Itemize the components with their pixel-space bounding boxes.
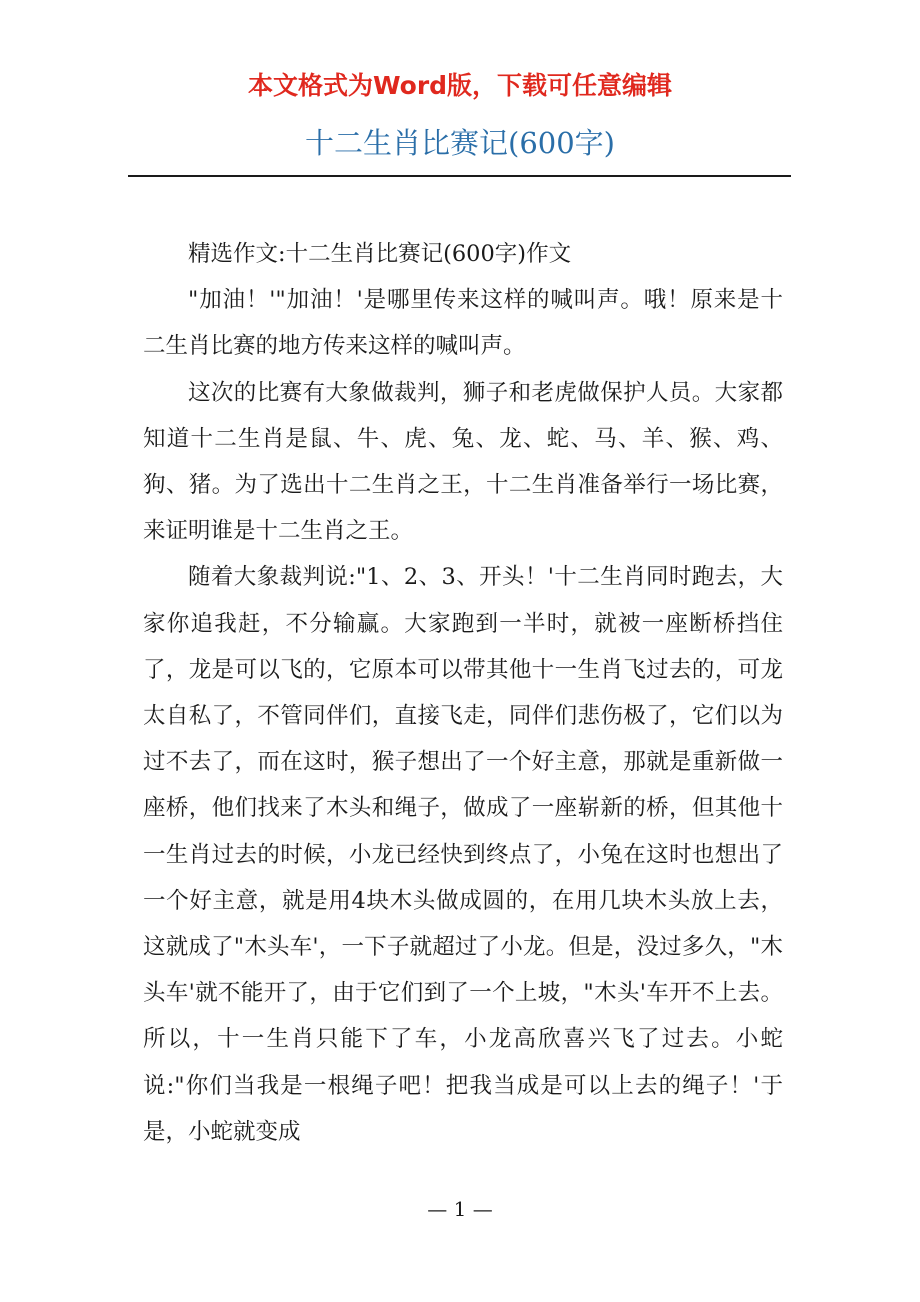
title-divider <box>128 175 791 177</box>
article-body <box>143 231 783 1155</box>
paragraph-setup: 这次的比赛有大象做裁判，狮子和老虎做保护人员。大家都知道十二生肖是鼠、牛、虎、兔、龙、蛇、马、羊、猴、鸡、狗、猪。为了选出十二生肖之王，十二生肖准备举行一场比赛，来证明谁是十二生肖之王。 <box>143 379 783 545</box>
format-notice-banner: 本文格式为Word版，下载可任意编辑 <box>247 71 673 100</box>
paragraph-intro: 精选作文:十二生肖比赛记(600字)作文 <box>188 241 572 267</box>
page-number: — 1 — <box>427 1197 493 1221</box>
document-title: 十二生肖比赛记(600字) <box>305 126 615 160</box>
paragraph-race: 随着大象裁判说:"1、2、3、开头！'十二生肖同时跑去，大家你追我赶，不分输赢。大家跑到一半时，就被一座断桥挡住了，龙是可以飞的，它原本可以带其他十一生肖飞过去的，可龙太自私了，不管同伴们，直接飞走，同伴们悲伤极了，它们以为过不去了，而在这时，猴子想出了一个好主意，那就是重新做一座桥，他们找来了木头和绳子，做成了一座崭新的桥，但其他十一生肖过去的时候，小龙已经快到终点了，小兔在这时也想出了一个好主意，就是用4块木头做成圆的，在用几块木头放上去，这就成了"木头车'，一下子就超过了小龙。但是，没过多久，"木头车'就不能开了，由于它们到了一个上坡，"木头'车开不上去。所以，十一生肖只能下了车，小龙高欣喜兴飞了过去。小蛇说:"你们当我是一根绳子吧！把我当成是可以上去的绳子！'于是，小蛇就变成 <box>143 564 783 1145</box>
paragraph-cheering: "加油！'"加油！'是哪里传来这样的喊叫声。哦！原来是十二生肖比赛的地方传来这样的喊叫声。 <box>143 287 783 360</box>
